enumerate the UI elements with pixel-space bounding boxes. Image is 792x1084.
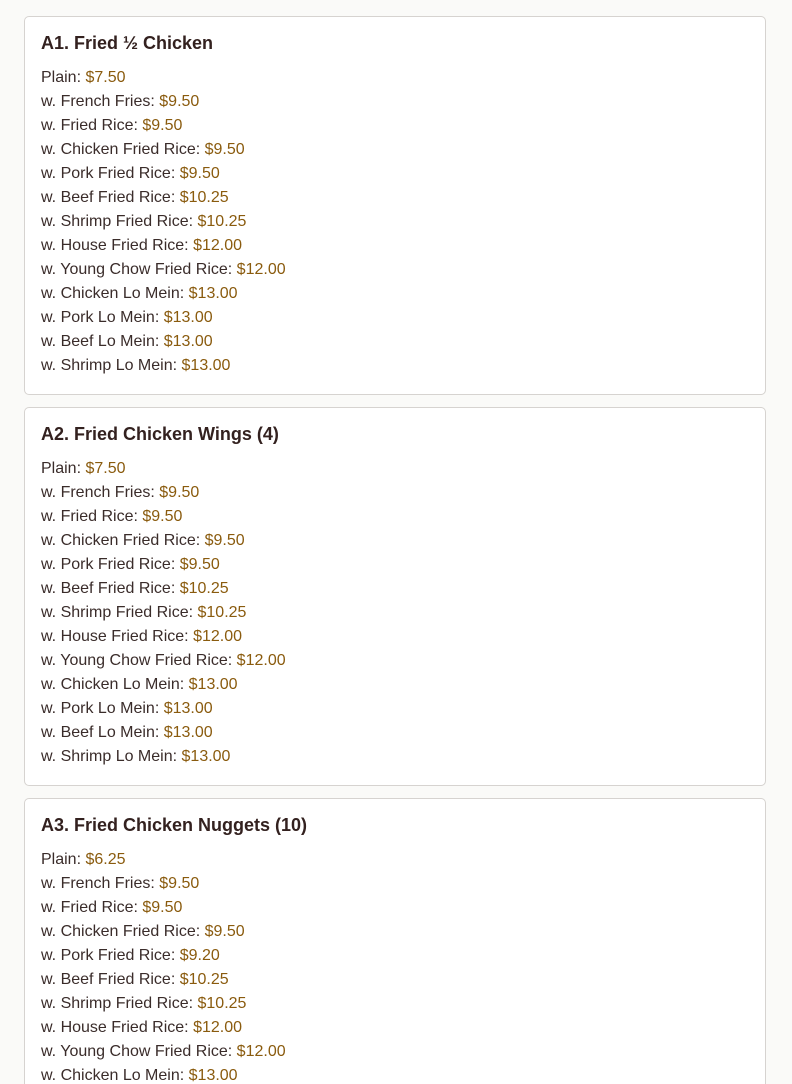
option-label: Plain:: [41, 851, 82, 868]
price-option: [41, 721, 286, 745]
price-option-list: [41, 457, 286, 769]
option-price: $7.50: [85, 460, 126, 477]
option-price: $9.50: [159, 93, 200, 110]
option-price: $13.00: [188, 1067, 238, 1084]
option-price: $6.25: [85, 851, 126, 868]
option-label: w. Shrimp Fried Rice:: [41, 213, 194, 230]
price-option-list: [41, 66, 286, 378]
option-label: w. Pork Fried Rice:: [41, 947, 176, 964]
option-price: $9.50: [142, 899, 183, 916]
option-label: w. Beef Fried Rice:: [41, 971, 176, 988]
price-option: [41, 210, 286, 234]
option-price: $13.00: [163, 724, 213, 741]
option-label: w. Shrimp Fried Rice:: [41, 604, 194, 621]
option-price: $9.50: [204, 532, 245, 549]
price-option: [41, 1016, 286, 1040]
price-option: [41, 1064, 286, 1084]
option-price: $13.00: [181, 357, 231, 374]
menu-item-card-a1: [24, 16, 766, 395]
option-price: $13.00: [188, 285, 238, 302]
price-option: [41, 234, 286, 258]
price-option: [41, 457, 286, 481]
option-price: $9.50: [204, 923, 245, 940]
option-price: $13.00: [181, 748, 231, 765]
price-option: [41, 90, 286, 114]
option-price: $13.00: [163, 700, 213, 717]
price-option: [41, 529, 286, 553]
option-label: w. French Fries:: [41, 875, 155, 892]
option-label: w. Chicken Lo Mein:: [41, 285, 185, 302]
option-label: w. Beef Lo Mein:: [41, 333, 160, 350]
menu-item-card-a3: [24, 798, 766, 1084]
option-label: w. Young Chow Fried Rice:: [41, 1043, 233, 1060]
option-label: Plain:: [41, 69, 82, 86]
option-label: w. Chicken Fried Rice:: [41, 141, 201, 158]
menu-item-title: A2. Fried Chicken Wings (4): [41, 424, 279, 444]
option-label: w. French Fries:: [41, 93, 155, 110]
option-price: $10.25: [179, 580, 229, 597]
option-price: $10.25: [197, 213, 247, 230]
price-option: [41, 282, 286, 306]
option-price: $10.25: [197, 995, 247, 1012]
price-option: [41, 481, 286, 505]
option-price: $12.00: [193, 237, 242, 254]
option-price: $9.50: [159, 875, 200, 892]
option-label: w. Young Chow Fried Rice:: [41, 652, 233, 669]
price-option: [41, 114, 286, 138]
price-option: [41, 697, 286, 721]
option-price: $13.00: [163, 333, 213, 350]
option-label: w. Fried Rice:: [41, 899, 138, 916]
price-option: [41, 649, 286, 673]
option-price: $12.00: [236, 1043, 286, 1060]
option-price: $10.25: [179, 971, 229, 988]
option-price: $9.50: [204, 141, 245, 158]
option-label: w. Shrimp Lo Mein:: [41, 357, 178, 374]
price-option: [41, 872, 286, 896]
price-option: [41, 354, 286, 378]
price-option: [41, 944, 286, 968]
option-price: $12.00: [193, 628, 242, 645]
option-price: $9.50: [142, 508, 183, 525]
price-option: [41, 306, 286, 330]
price-option: [41, 505, 286, 529]
option-label: w. Fried Rice:: [41, 117, 138, 134]
price-option: [41, 330, 286, 354]
option-label: w. House Fried Rice:: [41, 237, 189, 254]
option-price: $10.25: [197, 604, 247, 621]
option-label: w. Chicken Lo Mein:: [41, 1067, 185, 1084]
price-option: [41, 162, 286, 186]
price-option: [41, 553, 286, 577]
price-option: [41, 848, 286, 872]
option-price: $7.50: [85, 69, 126, 86]
option-label: w. Chicken Fried Rice:: [41, 532, 201, 549]
option-label: w. Chicken Fried Rice:: [41, 923, 201, 940]
option-label: w. Pork Fried Rice:: [41, 165, 176, 182]
option-label: w. French Fries:: [41, 484, 155, 501]
option-label: w. House Fried Rice:: [41, 628, 189, 645]
option-label: w. House Fried Rice:: [41, 1019, 189, 1036]
price-option: [41, 745, 286, 769]
price-option: [41, 673, 286, 697]
price-option: [41, 625, 286, 649]
option-label: w. Beef Fried Rice:: [41, 189, 176, 206]
option-label: w. Pork Lo Mein:: [41, 309, 160, 326]
price-option: [41, 1040, 286, 1064]
option-price: $9.50: [179, 556, 220, 573]
option-price: $12.00: [236, 261, 286, 278]
price-option: [41, 968, 286, 992]
option-label: w. Beef Lo Mein:: [41, 724, 160, 741]
option-price: $9.20: [179, 947, 220, 964]
option-label: w. Chicken Lo Mein:: [41, 676, 185, 693]
price-option: [41, 186, 286, 210]
price-option: [41, 577, 286, 601]
price-option: [41, 258, 286, 282]
option-price: $9.50: [142, 117, 183, 134]
option-price: $9.50: [179, 165, 220, 182]
option-price: $13.00: [188, 676, 238, 693]
option-label: w. Pork Lo Mein:: [41, 700, 160, 717]
option-label: w. Pork Fried Rice:: [41, 556, 176, 573]
option-price: $12.00: [193, 1019, 242, 1036]
price-option: [41, 896, 286, 920]
price-option-list: [41, 848, 286, 1084]
option-price: $12.00: [236, 652, 286, 669]
price-option: [41, 601, 286, 625]
price-option: [41, 992, 286, 1016]
option-label: w. Beef Fried Rice:: [41, 580, 176, 597]
option-label: w. Fried Rice:: [41, 508, 138, 525]
option-label: w. Shrimp Fried Rice:: [41, 995, 194, 1012]
price-option: [41, 138, 286, 162]
option-label: Plain:: [41, 460, 82, 477]
option-label: w. Shrimp Lo Mein:: [41, 748, 178, 765]
menu-item-title: A3. Fried Chicken Nuggets (10): [41, 815, 308, 835]
menu-item-card-a2: [24, 407, 766, 786]
menu-item-title: A1. Fried ½ Chicken: [41, 33, 214, 53]
price-option: [41, 920, 286, 944]
option-price: $9.50: [159, 484, 200, 501]
option-label: w. Young Chow Fried Rice:: [41, 261, 233, 278]
option-price: $13.00: [163, 309, 213, 326]
option-price: $10.25: [179, 189, 229, 206]
price-option: [41, 66, 286, 90]
